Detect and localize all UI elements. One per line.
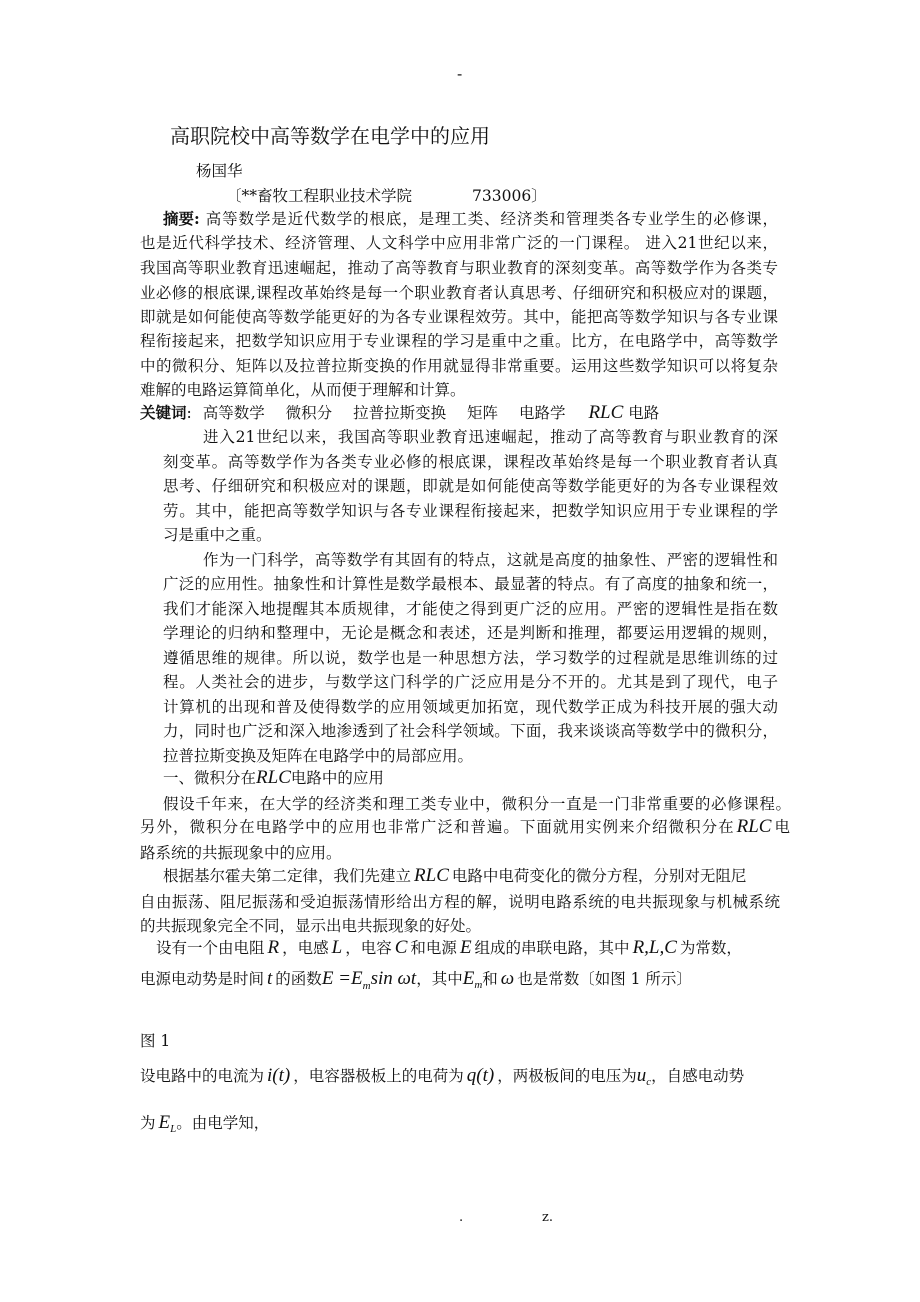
body-text: 电路中电荷变化的微分方程，分别对无阻尼 <box>451 867 747 885</box>
math-u: u <box>636 1065 647 1086</box>
eq-fn: sin <box>370 968 393 989</box>
heading-text: 一、微积分在 <box>163 769 257 787</box>
body-text: 电 <box>774 818 790 836</box>
author: 杨国华 <box>196 162 243 180</box>
keyword: 高等数学 <box>202 404 265 422</box>
body-line <box>140 1113 269 1139</box>
abstract-text: 我国高等职业教育迅速崛起，推动了高等教育与职业教育的深刻变革。高等数学作为各类专 <box>140 259 778 277</box>
body-text: 为常数， <box>679 939 742 957</box>
body-text: 刻变革。高等数学作为各类专业必修的根底课，课程改革始终是每一个职业教育者认真 <box>163 453 778 471</box>
header-mark: - <box>457 65 463 83</box>
keyword: 拉普拉斯变换 <box>353 404 447 422</box>
math-omega: ω <box>500 968 515 989</box>
body-text: 的函数 <box>275 970 322 988</box>
body-text: 设有一个由电阻 <box>156 939 265 957</box>
math-t: t <box>267 968 273 989</box>
body-line <box>156 938 742 958</box>
abstract-line <box>163 209 778 229</box>
body-text: 电源电动势是时间 <box>140 970 265 988</box>
math-rlc: RLC <box>414 865 449 886</box>
page-title: 高职院校中高等数学在电学中的应用 <box>170 124 490 148</box>
body-text: 力，同时也广泛和深入地渗透到了社会科学领域。下面，我来谈谈高等数学中的微积分， <box>163 722 778 740</box>
keywords-colon: : <box>186 404 192 422</box>
abstract-label: 摘要 <box>163 209 195 228</box>
keyword: 微积分 <box>285 404 333 422</box>
body-text: 计算机的出现和普及使得数学的应用领域更加拓宽，现代数学正成为科技开展的强大动 <box>163 698 778 716</box>
body-text: 根据基尔霍夫第二定律，我们先建立 <box>163 867 412 885</box>
body-text: ，电感 <box>282 939 329 957</box>
math-em-sub: m <box>474 979 483 992</box>
affiliation <box>226 186 547 206</box>
body-line <box>140 1066 744 1092</box>
footer-right: z. <box>542 1210 553 1225</box>
body-text: ，两极板间的电压为 <box>497 1067 637 1085</box>
abstract-text: 难解的电路运算简单化，从而便于理解和计算。 <box>140 381 466 399</box>
body-text: 学理论的归纳和整理中，无论是概念和表述，还是判断和推理，都要运用逻辑的规则， <box>163 624 778 642</box>
math-u-sub: c <box>646 1076 652 1089</box>
keywords-label: 关键词 <box>140 403 187 422</box>
body-text: 我们才能深入地提醒其本质规律，才能使之得到更广泛的应用。严密的逻辑性是指在数 <box>163 600 778 618</box>
body-text: 和电源 <box>410 939 457 957</box>
body-text: ，其中 <box>416 970 463 988</box>
body-line <box>140 969 692 996</box>
body-text: 假设千年来，在大学的经济类和理工类专业中，微积分一直是一门非常重要的必修课程。 <box>163 795 791 813</box>
math-rlc: RLC <box>736 816 772 837</box>
abstract-text: 高等数学是近代数学的根底，是理工类、经济类和管理类各专业学生的必修课， <box>205 210 778 228</box>
body-text: 思考、仔细研究和积极应对的课题，即就是如何能使高等数学能更好的为各专业课程效 <box>163 477 778 495</box>
keyword: 矩阵 <box>467 404 499 422</box>
abstract-text: 程衔接起来，把数学知识应用于专业课程的学习是重中之重。比方，在电路学中，高等数学 <box>140 332 778 350</box>
math-el-sub: L <box>170 1123 177 1136</box>
abstract-text: 即就是如何能使高等数学能更好的为各专业课程效劳。其中，能把高等数学知识与各专业课 <box>140 308 778 326</box>
footer-left: . <box>459 1210 464 1225</box>
body-text: ，电容器极板上的电荷为 <box>293 1067 464 1085</box>
body-text: 自由振荡、阻尼振荡和受迫振荡情形给出方程的解，说明电路系统的电共振现象与机械系统 <box>140 893 780 911</box>
body-text: 。由电学知， <box>176 1114 270 1132</box>
body-text: 的共振现象完全不同，显示出电共振现象的好处。 <box>140 917 482 935</box>
keywords <box>140 403 659 423</box>
math-i: i(t) <box>267 1065 291 1086</box>
keyword: 电路 <box>628 404 660 422</box>
body-text: 设电路中的电流为 <box>140 1067 265 1085</box>
body-text: 为 <box>140 1114 156 1132</box>
keyword-math: RLC <box>588 402 624 423</box>
figure-caption: 图 1 <box>140 1032 171 1050</box>
abstract-text: 业必修的根底课,课程改革始终是每一个职业教育者认真思考、仔细研究和积极应对的课题， <box>140 284 778 302</box>
body-text: 作为一门科学，高等数学有其固有的特点，这就是高度的抽象性、严密的逻辑性和 <box>203 551 778 569</box>
math-rlc: R,L,C <box>632 937 677 958</box>
body-text: 也是常数〔如图 1 所示〕 <box>517 970 692 988</box>
abstract-colon: : <box>194 209 200 228</box>
math-r: R <box>267 937 280 958</box>
math-q: q(t) <box>466 1065 495 1086</box>
body-text: 路系统的共振现象中的应用。 <box>140 844 342 862</box>
body-text: 遵循思维的规律。所以说，数学也是一种思想方法，学习数学的过程就是思维训练的过 <box>163 649 778 667</box>
abstract-text: 也是近代科学技术、经济管理、人文科学中应用非常广泛的一门课程。 进入21世纪以来， <box>140 234 778 252</box>
affiliation-postcode: 733006〕 <box>472 187 547 205</box>
body-line <box>163 866 746 886</box>
affiliation-org: 〔**畜牧工程职业技术学院 <box>226 187 413 205</box>
body-text: 拉普拉斯变换及矩阵在电路学中的局部应用。 <box>163 747 474 765</box>
body-line <box>140 817 790 837</box>
body-text: ，电容 <box>345 939 392 957</box>
body-text: 和 <box>482 970 498 988</box>
body-text: 组成的串联电路，其中 <box>474 939 630 957</box>
body-text: 广泛的应用性。抽象性和计算性是数学最根本、最显著的特点。有了高度的抽象和统一， <box>163 575 778 593</box>
eq-arg: ωt <box>397 968 417 989</box>
math-equation <box>321 968 417 992</box>
heading-text: 电路中的应用 <box>290 769 384 787</box>
keyword: 电路学 <box>519 404 566 422</box>
eq-lhs: E =E <box>321 968 363 989</box>
body-text: 程。人类社会的进步，与数学这门科学的广泛应用是分不开的。尤其是到了现代，电子 <box>163 673 778 691</box>
body-text: 进入21世纪以来，我国高等职业教育迅速崛起，推动了高等教育与职业教育的深 <box>203 428 778 446</box>
body-text: 另外，微积分在电路学中的应用也非常广泛和普遍。下面就用实例来介绍微积分在 <box>140 818 734 836</box>
math-l: L <box>331 937 343 958</box>
math-em: E <box>462 968 475 989</box>
section-heading <box>163 768 384 788</box>
body-text: 习是重中之重。 <box>163 526 272 544</box>
eq-sub: m <box>362 979 371 992</box>
math-el: E <box>158 1112 171 1133</box>
abstract-text: 中的微积分、矩阵以及拉普拉斯变换的作用就显得非常重要。运用这些数学知识可以将复杂 <box>140 357 778 375</box>
math-e: E <box>459 937 472 958</box>
heading-math: RLC <box>256 767 291 788</box>
body-text: ，自感电动势 <box>651 1067 745 1085</box>
math-c: C <box>394 937 408 958</box>
body-text: 劳。其中，能把高等数学知识与各专业课程衔接起来，把数学知识应用于专业课程的学 <box>163 502 778 520</box>
